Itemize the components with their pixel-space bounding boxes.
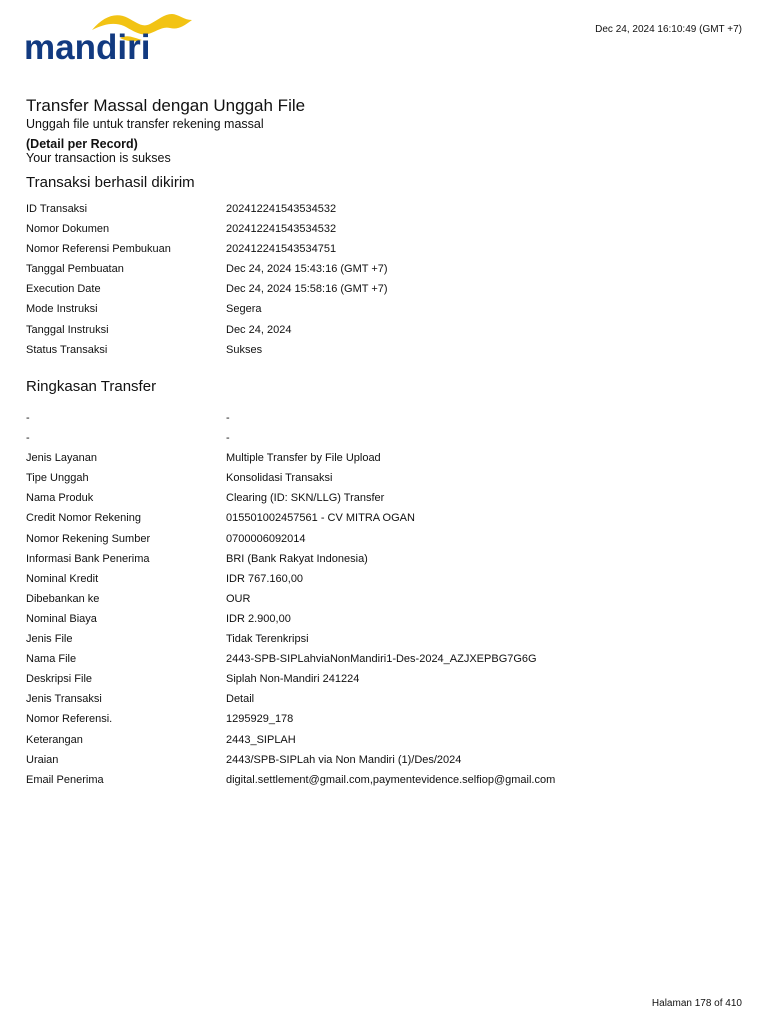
summary-row xyxy=(26,531,746,551)
row-value: 202412241543534532 xyxy=(226,203,337,215)
row-label: Tanggal Pembuatan xyxy=(26,263,124,276)
detail-row xyxy=(26,301,746,321)
row-value: digital.settlement@gmail.com,paymentevidence.selfiop@gmail.com xyxy=(226,773,556,786)
detail-row xyxy=(26,281,746,301)
row-label: Email Penerima xyxy=(26,773,104,786)
summary-row xyxy=(26,430,746,450)
row-value: IDR 2.900,00 xyxy=(226,612,291,625)
summary-details xyxy=(26,410,746,792)
row-value: Konsolidasi Transaksi xyxy=(226,472,333,485)
summary-row xyxy=(26,752,746,772)
row-label: Nomor Rekening Sumber xyxy=(26,532,151,545)
row-value: Clearing (ID: SKN/LLG) Transfer xyxy=(226,492,385,505)
row-label: Status Transaksi xyxy=(26,343,108,356)
summary-row xyxy=(26,772,746,792)
detail-row xyxy=(26,201,746,221)
row-label: Nominal Biaya xyxy=(26,612,97,625)
row-value: 015501002457561 - CV MITRA OGAN xyxy=(226,512,415,525)
detail-row xyxy=(26,342,746,362)
summary-row xyxy=(26,651,746,671)
row-label: Nominal Kredit xyxy=(26,572,99,585)
detail-row xyxy=(26,241,746,261)
row-value: 1295929_178 xyxy=(226,713,294,726)
row-label: Nomor Dokumen xyxy=(26,223,110,236)
row-value: Tidak Terenkripsi xyxy=(226,633,309,646)
row-label: Jenis Layanan xyxy=(26,452,97,465)
summary-row xyxy=(26,551,746,571)
row-value: 2443-SPB-SIPLahviaNonMandiri1-Des-2024_AZJXEPBG7G6G xyxy=(226,653,537,666)
row-value: Dec 24, 2024 xyxy=(226,323,292,336)
row-label: Nama Produk xyxy=(26,492,94,505)
summary-row xyxy=(26,591,746,611)
summary-row xyxy=(26,691,746,711)
mandiri-logo-wave-icon xyxy=(24,8,199,64)
page-indicator: Halaman 178 of 410 xyxy=(651,998,742,1009)
row-value: 0700006092014 xyxy=(226,532,306,545)
row-value: Segera xyxy=(226,303,262,316)
summary-row xyxy=(26,490,746,510)
print-timestamp: Dec 24, 2024 16:10:49 (GMT +7) xyxy=(595,24,742,35)
row-value: Siplah Non-Mandiri 241224 xyxy=(226,673,360,686)
row-label: ID Transaksi xyxy=(26,203,88,215)
row-label: - xyxy=(26,412,30,424)
summary-row xyxy=(26,571,746,591)
summary-row xyxy=(26,671,746,691)
summary-row xyxy=(26,611,746,631)
summary-row xyxy=(26,470,746,490)
row-label: Dibebankan ke xyxy=(26,592,100,605)
row-label: Tipe Unggah xyxy=(26,472,89,485)
row-value: - xyxy=(226,432,230,445)
row-value: Multiple Transfer by File Upload xyxy=(226,452,381,465)
row-label: Uraian xyxy=(26,753,59,766)
detail-row xyxy=(26,261,746,281)
row-label: Informasi Bank Penerima xyxy=(26,552,150,565)
transaction-details xyxy=(26,201,746,362)
row-label: Tanggal Instruksi xyxy=(26,323,109,336)
row-value: Dec 24, 2024 15:58:16 (GMT +7) xyxy=(226,283,388,296)
status-message: Your transaction is sukses xyxy=(26,151,171,165)
summary-row xyxy=(26,510,746,530)
row-value: Sukses xyxy=(226,343,263,356)
row-value: - xyxy=(226,412,230,424)
detail-row xyxy=(26,322,746,342)
detail-row xyxy=(26,221,746,241)
row-label: Execution Date xyxy=(26,283,101,296)
row-label: Credit Nomor Rekening xyxy=(26,512,141,525)
row-label: Nomor Referensi. xyxy=(26,713,113,726)
mandiri-logo xyxy=(24,8,199,64)
row-label: Deskripsi File xyxy=(26,673,93,686)
row-label: Nomor Referensi Pembukuan xyxy=(26,243,171,256)
page-title: Transfer Massal dengan Unggah File xyxy=(26,96,306,115)
row-value: 2443/SPB-SIPLah via Non Mandiri (1)/Des/2024 xyxy=(226,753,462,766)
row-label: Keterangan xyxy=(26,733,83,746)
row-value: OUR xyxy=(226,592,251,605)
summary-row xyxy=(26,732,746,752)
summary-row xyxy=(26,631,746,651)
summary-row xyxy=(26,410,746,430)
row-value: 2443_SIPLAH xyxy=(226,733,296,746)
row-label: Mode Instruksi xyxy=(26,303,98,316)
row-value: Detail xyxy=(226,693,255,706)
transaction-heading: Transaksi berhasil dikirim xyxy=(26,174,195,191)
row-label: Nama File xyxy=(26,653,77,666)
row-value: Dec 24, 2024 15:43:16 (GMT +7) xyxy=(226,263,388,276)
row-value: IDR 767.160,00 xyxy=(226,572,304,585)
row-value: BRI (Bank Rakyat Indonesia) xyxy=(226,552,368,565)
logo-wordmark: mandiri xyxy=(24,28,151,64)
summary-row xyxy=(26,450,746,470)
row-label: - xyxy=(26,432,30,445)
row-value: 202412241543534532 xyxy=(226,223,337,236)
row-label: Jenis File xyxy=(26,633,73,646)
summary-heading: Ringkasan Transfer xyxy=(26,378,157,395)
page-subtitle: Unggah file untuk transfer rekening massal xyxy=(26,117,264,131)
row-value: 202412241543534751 xyxy=(226,243,337,256)
detail-label: (Detail per Record) xyxy=(26,137,138,151)
row-label: Jenis Transaksi xyxy=(26,693,102,706)
summary-row xyxy=(26,711,746,731)
